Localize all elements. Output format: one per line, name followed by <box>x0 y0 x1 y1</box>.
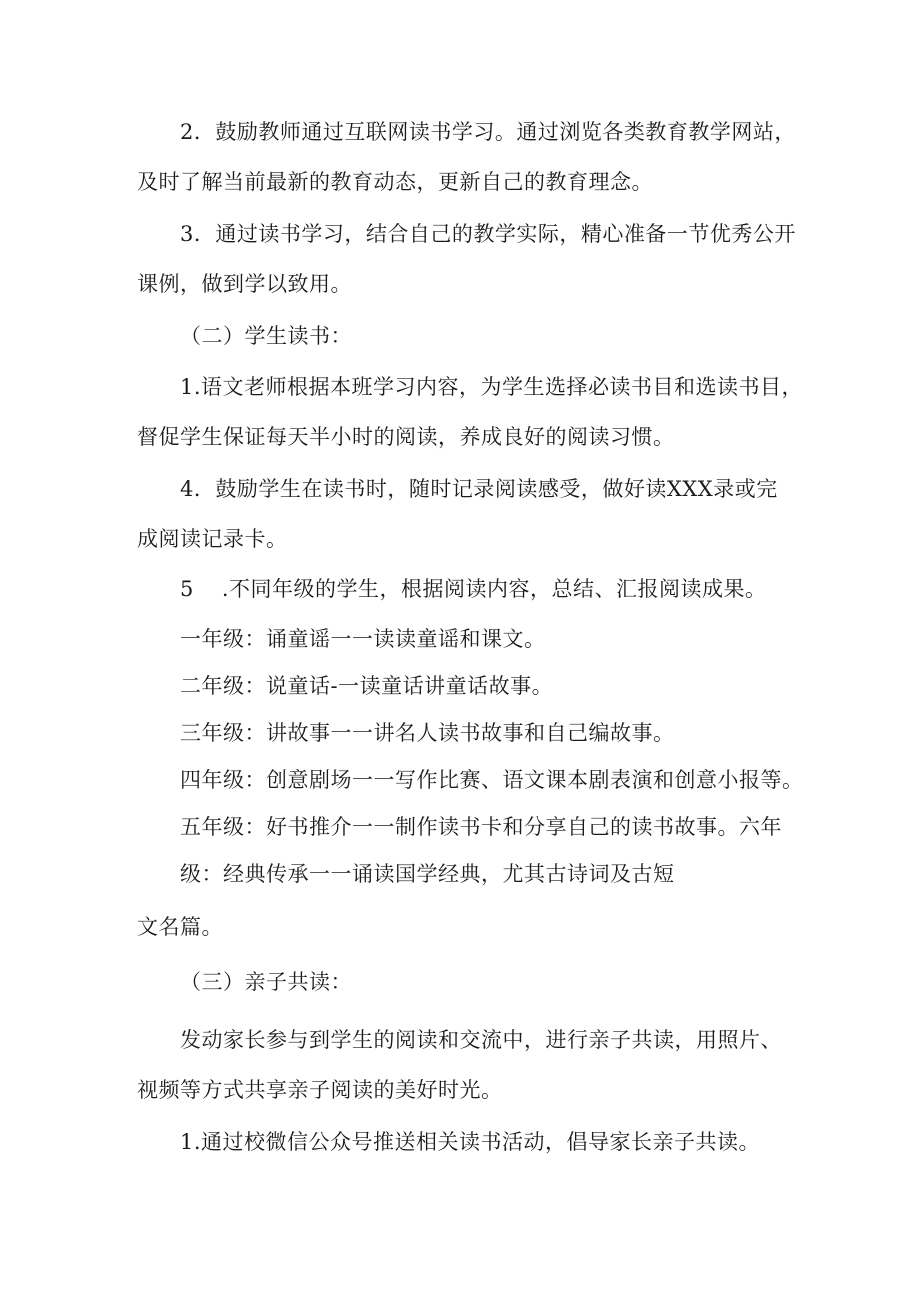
paragraph-grade-results <box>180 575 767 603</box>
grade-4-line: 四年级：创意剧场一一写作比赛、语文课本剧表演和创意小报等。 <box>180 768 804 792</box>
grade-3-line: 三年级：讲故事一一讲名人读书故事和自己编故事。 <box>180 721 675 745</box>
item-text: .不同年级的学生，根据阅读内容，总结、汇报阅读成果。 <box>221 577 767 601</box>
paragraph-reading-list-line2: 督促学生保证每天半小时的阅读，养成良好的阅读习惯。 <box>137 425 675 449</box>
grade-2-line: 二年级：说童话-一读童话讲童话故事。 <box>180 674 554 698</box>
paragraph-wechat-push: 1.通过校微信公众号推送相关读书活动，倡导家长亲子共读。 <box>180 1130 761 1154</box>
paragraph-teacher-internet-reading-line2: 及时了解当前最新的教育动态，更新自己的教育理念。 <box>137 170 653 194</box>
paragraph-reading-notes-line2: 成阅读记录卡。 <box>137 527 288 551</box>
paragraph-parent-involvement-line1: 发动家长参与到学生的阅读和交流中，进行亲子共读，用照片、 <box>180 1028 782 1052</box>
grade-1-line: 一年级：诵童谣一一读读童谣和课文。 <box>180 627 546 651</box>
paragraph-open-class-line1: 3．通过读书学习，结合自己的教学实际，精心准备一节优秀公开 <box>180 222 796 246</box>
paragraph-parent-involvement-line2: 视频等方式共享亲子阅读的美好时光。 <box>137 1078 503 1102</box>
paragraph-open-class-line2: 课例，做到学以致用。 <box>137 272 352 296</box>
paragraph-teacher-internet-reading-line1: 2．鼓励教师通过互联网读书学习。通过浏览各类教育教学网站， <box>180 120 796 144</box>
grade-6-line-continued: 文名篇。 <box>137 915 223 939</box>
grade-6-line: 级：经典传承一一诵读国学经典，尤其古诗词及古短 <box>180 862 675 886</box>
section-heading-student-reading: （二）学生读书： <box>180 324 352 348</box>
item-number: 5 <box>180 577 194 601</box>
grade-5-line: 五年级：好书推介一一制作读书卡和分享自己的读书故事。六年 <box>180 815 782 839</box>
paragraph-reading-notes-line1: 4．鼓励学生在读书时，随时记录阅读感受，做好读XXX录或完 <box>180 477 778 501</box>
section-heading-parent-child-reading: （三）亲子共读： <box>180 970 352 994</box>
paragraph-reading-list-line1: 1.语文老师根据本班学习内容，为学生选择必读书目和选读书目， <box>180 375 804 399</box>
